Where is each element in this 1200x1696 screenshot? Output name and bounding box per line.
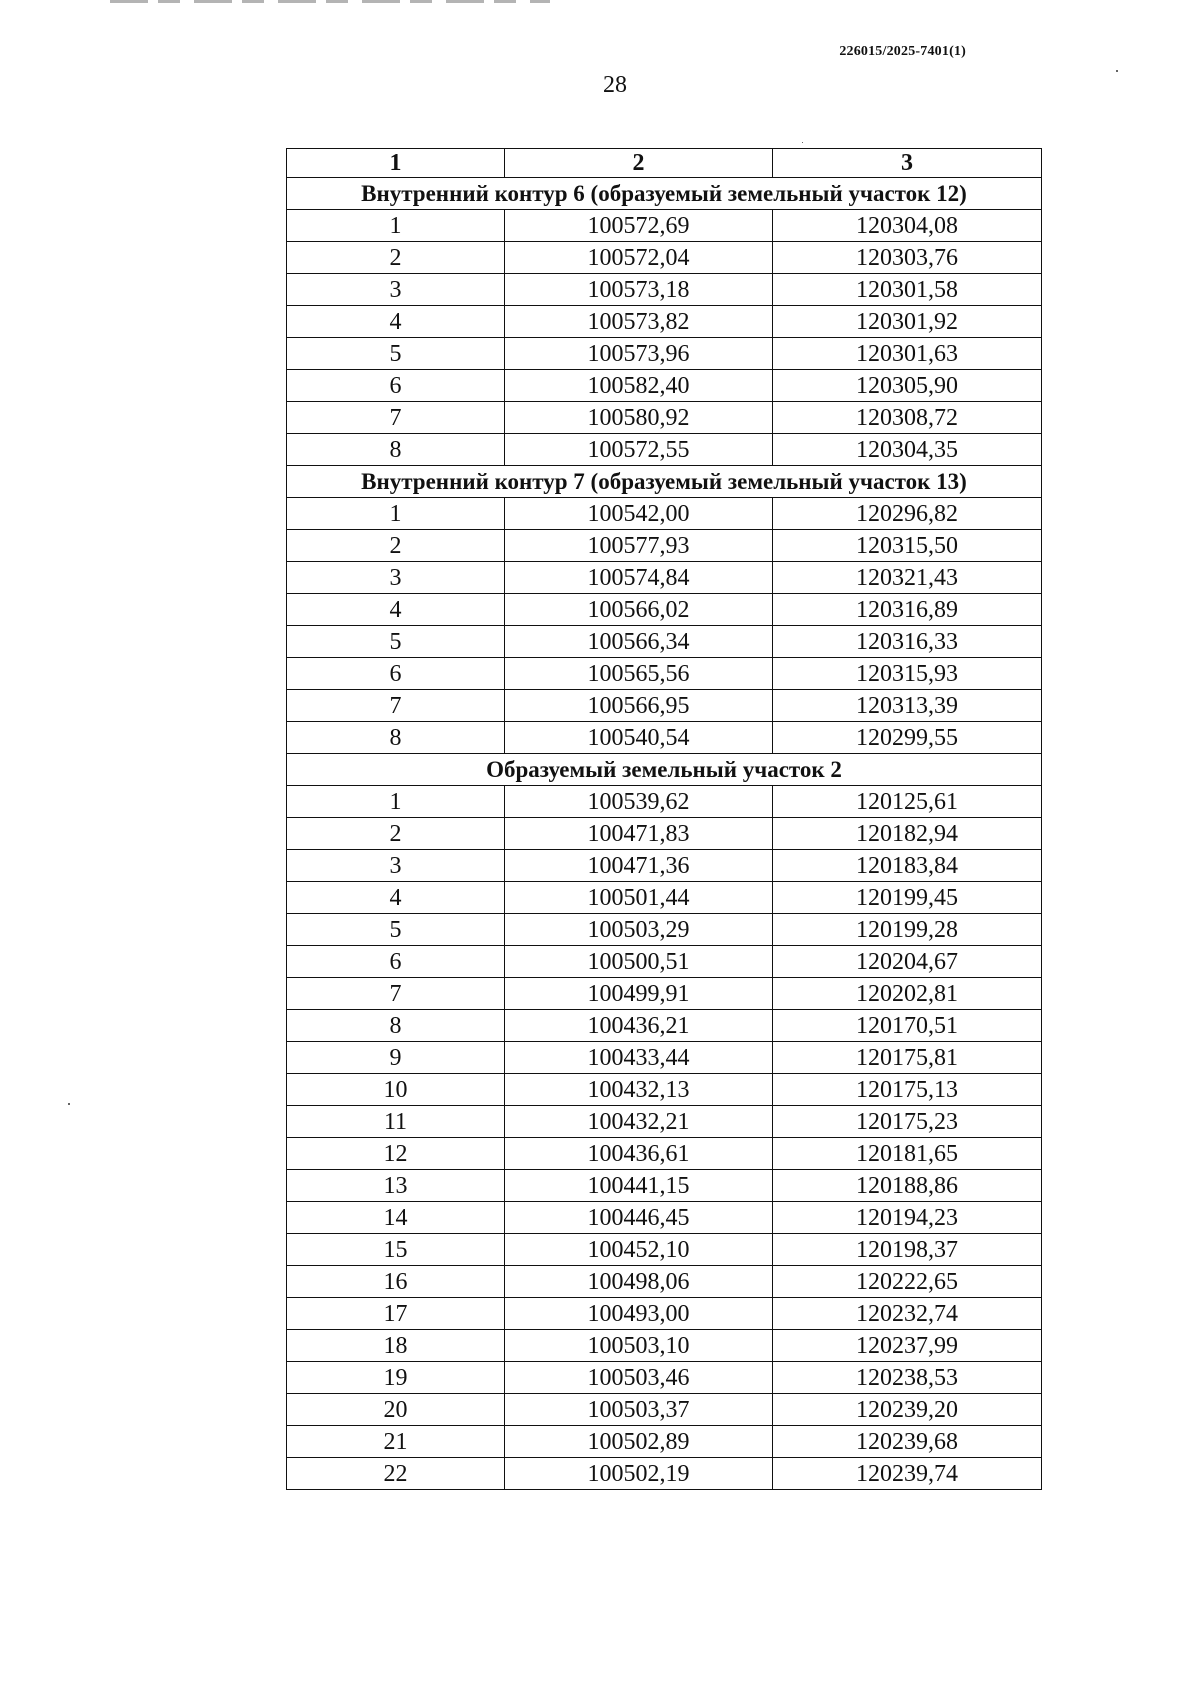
y-coordinate-cell: 120175,81	[773, 1042, 1042, 1074]
point-number-cell: 1	[287, 498, 505, 530]
x-coordinate-cell: 100432,21	[505, 1106, 773, 1138]
point-number-cell: 4	[287, 882, 505, 914]
point-number-cell: 14	[287, 1202, 505, 1234]
x-coordinate-cell: 100446,45	[505, 1202, 773, 1234]
x-coordinate-cell: 100573,18	[505, 274, 773, 306]
point-number-cell: 7	[287, 402, 505, 434]
y-coordinate-cell: 120199,28	[773, 914, 1042, 946]
document-number: 226015/2025-7401(1)	[839, 44, 966, 59]
y-coordinate-cell: 120183,84	[773, 850, 1042, 882]
x-coordinate-cell: 100503,10	[505, 1330, 773, 1362]
section-title: Внутренний контур 7 (образуемый земельный участок 13)	[287, 466, 1042, 498]
table-row	[287, 1106, 1042, 1138]
y-coordinate-cell: 120238,53	[773, 1362, 1042, 1394]
table-row	[287, 562, 1042, 594]
point-number-cell: 5	[287, 338, 505, 370]
x-coordinate-cell: 100436,21	[505, 1010, 773, 1042]
x-coordinate-cell: 100436,61	[505, 1138, 773, 1170]
table-row	[287, 1330, 1042, 1362]
point-number-cell: 4	[287, 306, 505, 338]
table-row	[287, 1074, 1042, 1106]
table-row	[287, 626, 1042, 658]
table-row	[287, 1234, 1042, 1266]
table-row	[287, 978, 1042, 1010]
x-coordinate-cell: 100471,36	[505, 850, 773, 882]
x-coordinate-cell: 100574,84	[505, 562, 773, 594]
y-coordinate-cell: 120175,13	[773, 1074, 1042, 1106]
y-coordinate-cell: 120315,93	[773, 658, 1042, 690]
point-number-cell: 20	[287, 1394, 505, 1426]
y-coordinate-cell: 120125,61	[773, 786, 1042, 818]
point-number-cell: 8	[287, 434, 505, 466]
table-row	[287, 882, 1042, 914]
table-row	[287, 914, 1042, 946]
y-coordinate-cell: 120308,72	[773, 402, 1042, 434]
x-coordinate-cell: 100573,96	[505, 338, 773, 370]
table-header-row	[287, 149, 1042, 178]
y-coordinate-cell: 120194,23	[773, 1202, 1042, 1234]
point-number-cell: 9	[287, 1042, 505, 1074]
point-number-cell: 22	[287, 1458, 505, 1490]
section-header-row	[287, 754, 1042, 786]
point-number-cell: 7	[287, 978, 505, 1010]
x-coordinate-cell: 100503,37	[505, 1394, 773, 1426]
x-coordinate-cell: 100542,00	[505, 498, 773, 530]
y-coordinate-cell: 120296,82	[773, 498, 1042, 530]
y-coordinate-cell: 120204,67	[773, 946, 1042, 978]
y-coordinate-cell: 120316,33	[773, 626, 1042, 658]
y-coordinate-cell: 120315,50	[773, 530, 1042, 562]
y-coordinate-cell: 120305,90	[773, 370, 1042, 402]
section-title: Образуемый земельный участок 2	[287, 754, 1042, 786]
x-coordinate-cell: 100566,95	[505, 690, 773, 722]
table-row	[287, 530, 1042, 562]
point-number-cell: 4	[287, 594, 505, 626]
x-coordinate-cell: 100573,82	[505, 306, 773, 338]
table-row	[287, 1266, 1042, 1298]
x-coordinate-cell: 100503,46	[505, 1362, 773, 1394]
point-number-cell: 5	[287, 914, 505, 946]
point-number-cell: 8	[287, 722, 505, 754]
y-coordinate-cell: 120199,45	[773, 882, 1042, 914]
table-row	[287, 370, 1042, 402]
x-coordinate-cell: 100566,02	[505, 594, 773, 626]
y-coordinate-cell: 120239,20	[773, 1394, 1042, 1426]
y-coordinate-cell: 120301,92	[773, 306, 1042, 338]
y-coordinate-cell: 120182,94	[773, 818, 1042, 850]
point-number-cell: 1	[287, 786, 505, 818]
point-number-cell: 8	[287, 1010, 505, 1042]
y-coordinate-cell: 120239,74	[773, 1458, 1042, 1490]
x-coordinate-cell: 100503,29	[505, 914, 773, 946]
x-coordinate-cell: 100572,55	[505, 434, 773, 466]
x-coordinate-cell: 100441,15	[505, 1170, 773, 1202]
y-coordinate-cell: 120175,23	[773, 1106, 1042, 1138]
x-coordinate-cell: 100452,10	[505, 1234, 773, 1266]
point-number-cell: 3	[287, 562, 505, 594]
point-number-cell: 6	[287, 946, 505, 978]
y-coordinate-cell: 120301,58	[773, 274, 1042, 306]
scan-speck	[68, 1103, 70, 1105]
coordinates-table-body	[287, 149, 1042, 1490]
table-row	[287, 658, 1042, 690]
x-coordinate-cell: 100471,83	[505, 818, 773, 850]
y-coordinate-cell: 120239,68	[773, 1426, 1042, 1458]
y-coordinate-cell: 120202,81	[773, 978, 1042, 1010]
column-header: 1	[287, 149, 505, 178]
y-coordinate-cell: 120304,35	[773, 434, 1042, 466]
section-header-row	[287, 466, 1042, 498]
y-coordinate-cell: 120321,43	[773, 562, 1042, 594]
point-number-cell: 17	[287, 1298, 505, 1330]
y-coordinate-cell: 120170,51	[773, 1010, 1042, 1042]
page-number: 28	[603, 72, 627, 98]
x-coordinate-cell: 100502,89	[505, 1426, 773, 1458]
table-row	[287, 722, 1042, 754]
point-number-cell: 19	[287, 1362, 505, 1394]
table-row	[287, 786, 1042, 818]
x-coordinate-cell: 100577,93	[505, 530, 773, 562]
x-coordinate-cell: 100539,62	[505, 786, 773, 818]
point-number-cell: 15	[287, 1234, 505, 1266]
x-coordinate-cell: 100572,69	[505, 210, 773, 242]
table-row	[287, 946, 1042, 978]
column-header: 2	[505, 149, 773, 178]
point-number-cell: 2	[287, 818, 505, 850]
point-number-cell: 7	[287, 690, 505, 722]
x-coordinate-cell: 100582,40	[505, 370, 773, 402]
table-row	[287, 1170, 1042, 1202]
point-number-cell: 18	[287, 1330, 505, 1362]
point-number-cell: 5	[287, 626, 505, 658]
point-number-cell: 3	[287, 850, 505, 882]
table-row	[287, 1042, 1042, 1074]
table-row	[287, 1458, 1042, 1490]
x-coordinate-cell: 100493,00	[505, 1298, 773, 1330]
table-row	[287, 1202, 1042, 1234]
x-coordinate-cell: 100433,44	[505, 1042, 773, 1074]
point-number-cell: 21	[287, 1426, 505, 1458]
x-coordinate-cell: 100500,51	[505, 946, 773, 978]
table-row	[287, 1138, 1042, 1170]
x-coordinate-cell: 100499,91	[505, 978, 773, 1010]
y-coordinate-cell: 120181,65	[773, 1138, 1042, 1170]
scan-speck	[802, 142, 803, 143]
table-row	[287, 1362, 1042, 1394]
y-coordinate-cell: 120304,08	[773, 210, 1042, 242]
y-coordinate-cell: 120316,89	[773, 594, 1042, 626]
point-number-cell: 11	[287, 1106, 505, 1138]
table-row	[287, 402, 1042, 434]
point-number-cell: 6	[287, 370, 505, 402]
y-coordinate-cell: 120301,63	[773, 338, 1042, 370]
point-number-cell: 6	[287, 658, 505, 690]
table-row	[287, 1426, 1042, 1458]
table-row	[287, 1394, 1042, 1426]
y-coordinate-cell: 120299,55	[773, 722, 1042, 754]
point-number-cell: 16	[287, 1266, 505, 1298]
y-coordinate-cell: 120313,39	[773, 690, 1042, 722]
y-coordinate-cell: 120222,65	[773, 1266, 1042, 1298]
table-row	[287, 690, 1042, 722]
table-row	[287, 594, 1042, 626]
coordinates-table	[286, 148, 1042, 1490]
table-row	[287, 210, 1042, 242]
x-coordinate-cell: 100572,04	[505, 242, 773, 274]
table-row	[287, 498, 1042, 530]
section-header-row	[287, 178, 1042, 210]
y-coordinate-cell: 120232,74	[773, 1298, 1042, 1330]
x-coordinate-cell: 100501,44	[505, 882, 773, 914]
point-number-cell: 2	[287, 530, 505, 562]
y-coordinate-cell: 120198,37	[773, 1234, 1042, 1266]
point-number-cell: 3	[287, 274, 505, 306]
point-number-cell: 13	[287, 1170, 505, 1202]
table-row	[287, 1010, 1042, 1042]
table-row	[287, 274, 1042, 306]
x-coordinate-cell: 100565,56	[505, 658, 773, 690]
x-coordinate-cell: 100432,13	[505, 1074, 773, 1106]
table-row	[287, 850, 1042, 882]
x-coordinate-cell: 100580,92	[505, 402, 773, 434]
table-row	[287, 306, 1042, 338]
x-coordinate-cell: 100566,34	[505, 626, 773, 658]
scan-artifact	[110, 0, 550, 3]
table-row	[287, 242, 1042, 274]
point-number-cell: 12	[287, 1138, 505, 1170]
x-coordinate-cell: 100502,19	[505, 1458, 773, 1490]
point-number-cell: 2	[287, 242, 505, 274]
table-row	[287, 338, 1042, 370]
y-coordinate-cell: 120237,99	[773, 1330, 1042, 1362]
table-row	[287, 434, 1042, 466]
section-title: Внутренний контур 6 (образуемый земельный участок 12)	[287, 178, 1042, 210]
x-coordinate-cell: 100498,06	[505, 1266, 773, 1298]
x-coordinate-cell: 100540,54	[505, 722, 773, 754]
table-row	[287, 818, 1042, 850]
point-number-cell: 1	[287, 210, 505, 242]
table-row	[287, 1298, 1042, 1330]
y-coordinate-cell: 120303,76	[773, 242, 1042, 274]
point-number-cell: 10	[287, 1074, 505, 1106]
column-header: 3	[773, 149, 1042, 178]
y-coordinate-cell: 120188,86	[773, 1170, 1042, 1202]
